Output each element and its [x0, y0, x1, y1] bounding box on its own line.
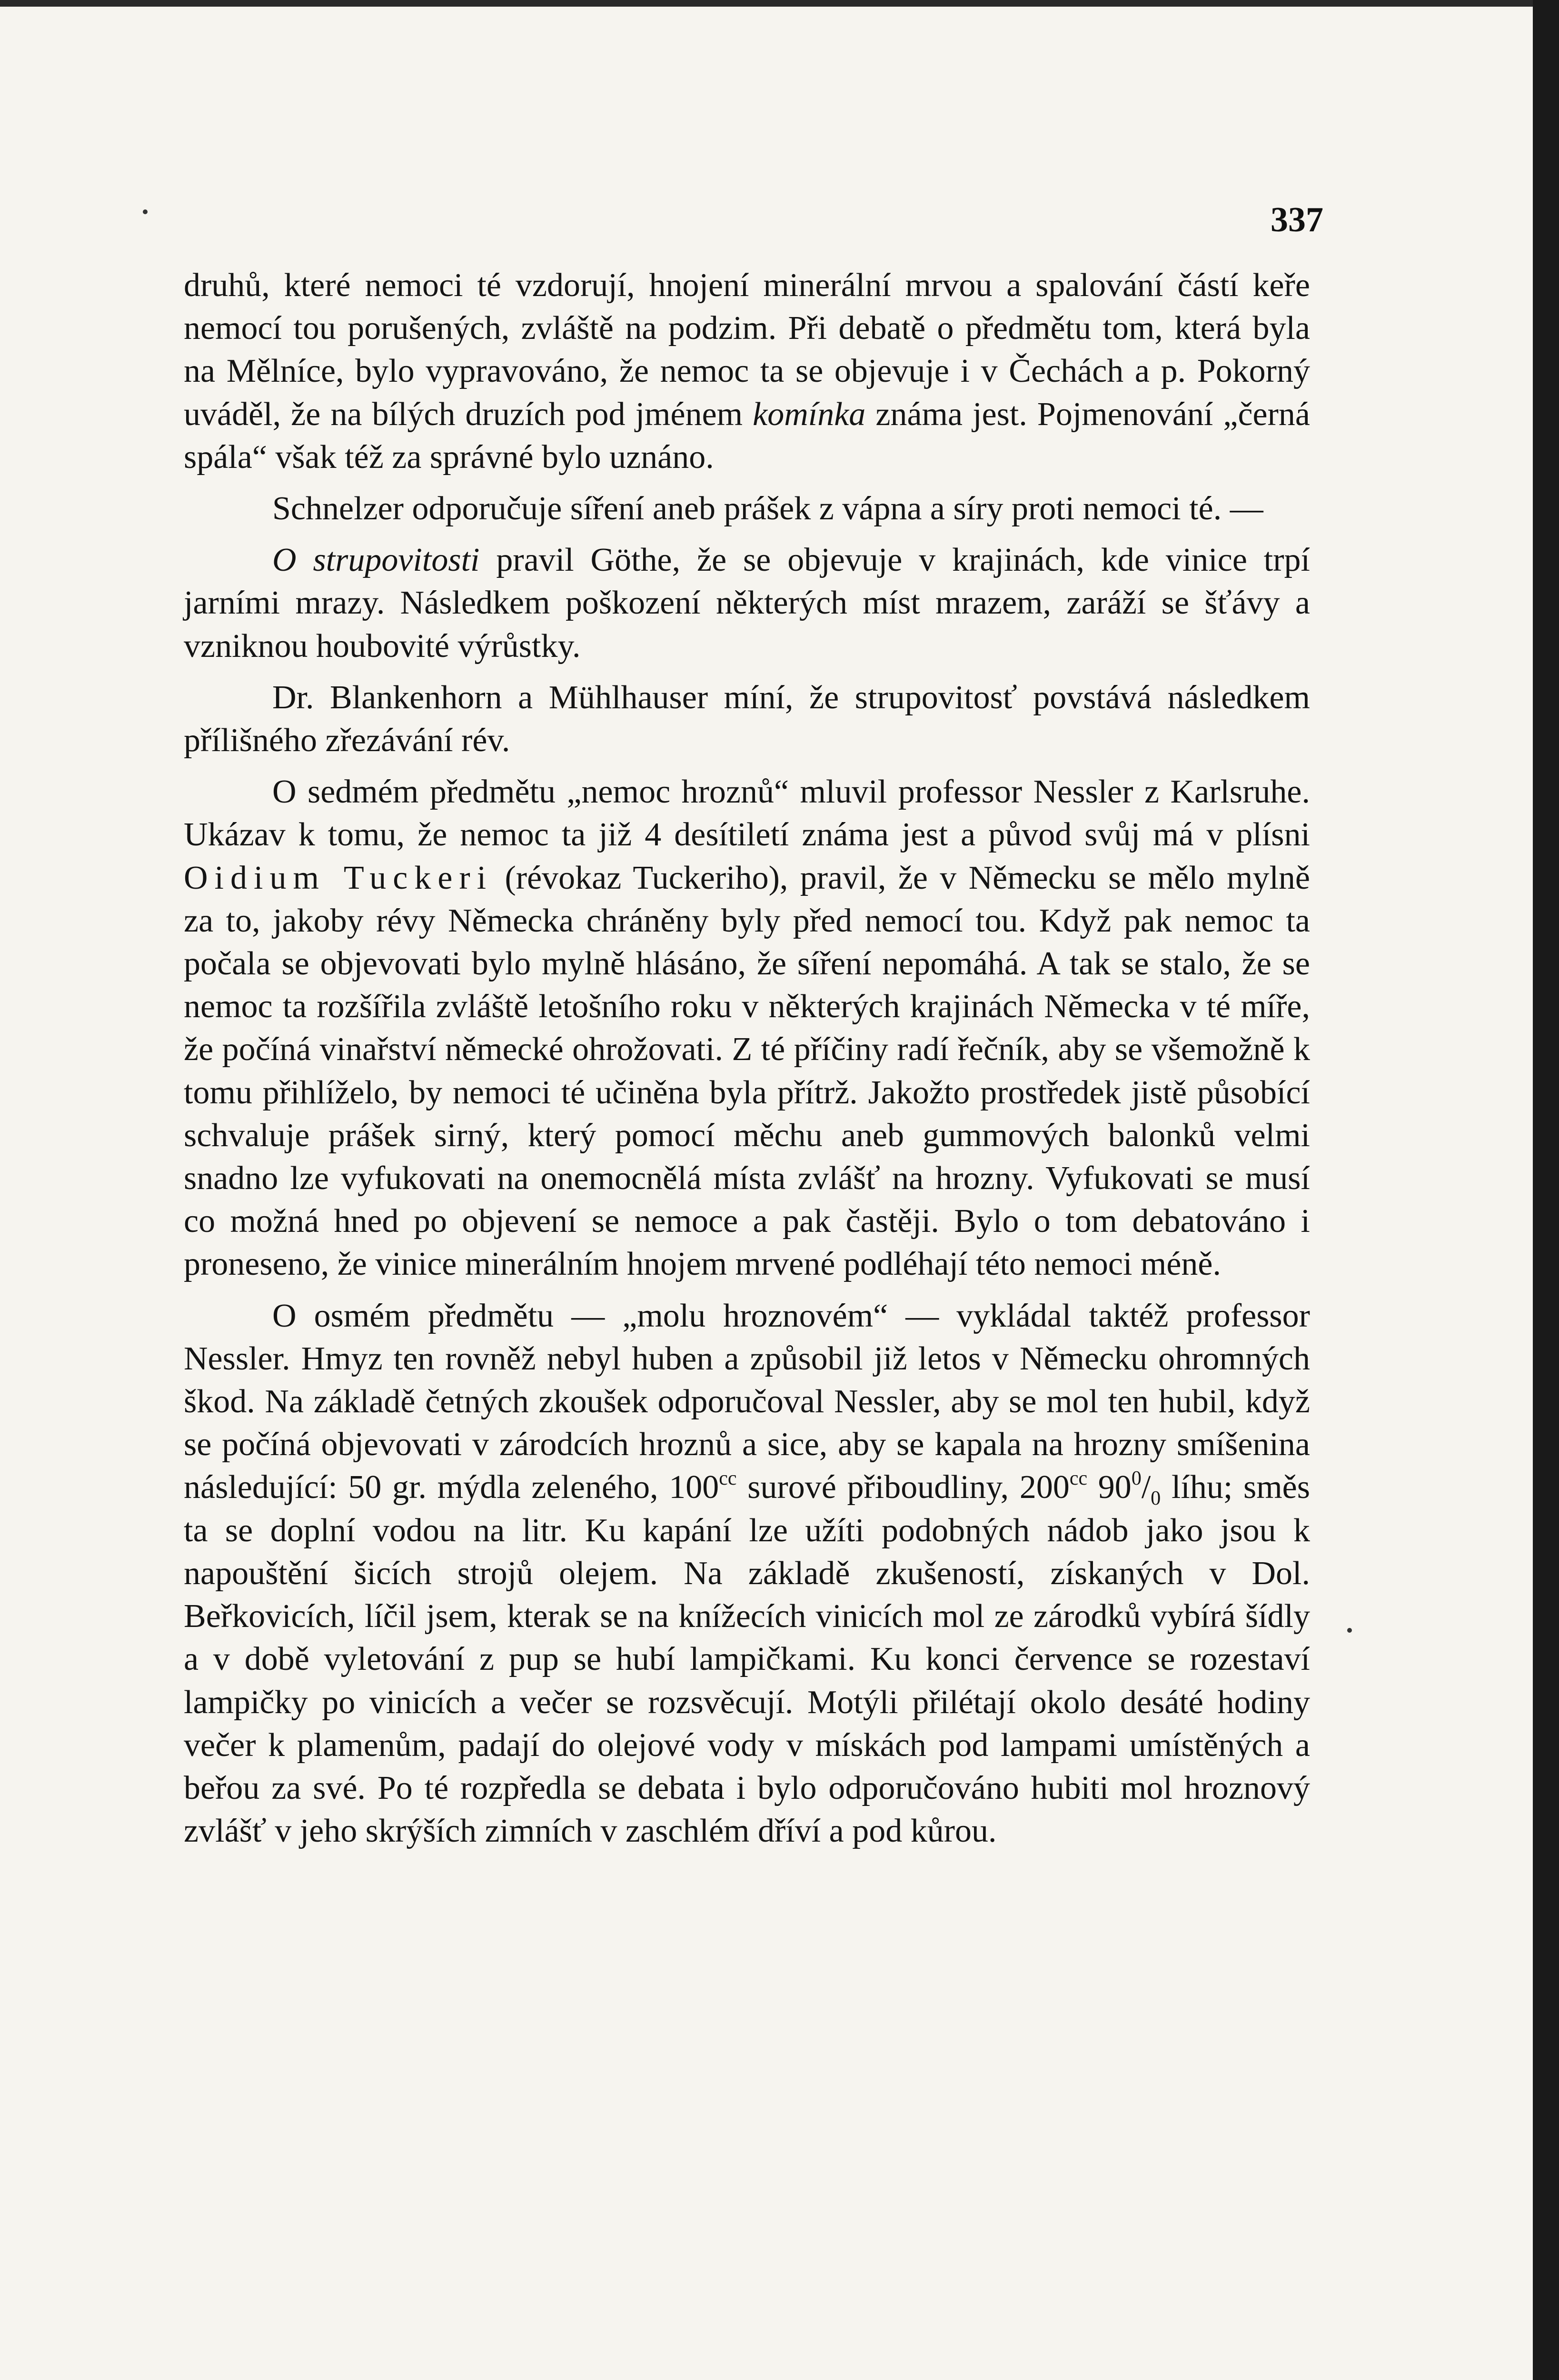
body-text — [184, 264, 1310, 1861]
text-run: Dr. Blankenhorn a Mühlhauser míní, že strupovitosť povstává následkem přílišného zřezávání rév. — [184, 679, 1310, 759]
page-number: 337 — [1271, 200, 1323, 239]
paragraph — [184, 264, 1310, 479]
superscript: cc — [719, 1468, 737, 1490]
scan-top-edge — [0, 0, 1533, 7]
paragraph — [184, 1295, 1310, 1853]
text-run: O osmém předmětu — „molu hroznovém“ — vykládal taktéž professor Nessler. Hmyz ten rovněž nebyl huben a způsobil již letos v Německu ohromných škod. Na základě četných zkoušek odporučoval Nessler, aby se mol ten hubil, když se počíná objevovati v zárodcích hroznů a sice, aby se kapala na hrozny smíšenina následující: 50 gr. mýdla zeleného, 100 — [184, 1297, 1310, 1506]
italic-term: komínka — [753, 396, 866, 433]
superscript: 0 — [1131, 1468, 1142, 1490]
text-run: Schnelzer odporučuje síření aneb prášek z vápna a síry proti nemoci té. — — [272, 490, 1263, 527]
scan-speck — [143, 209, 148, 214]
paragraph — [184, 676, 1310, 762]
paragraph — [184, 539, 1310, 668]
paragraph — [184, 771, 1310, 1286]
text-run: líhu; směs ta se doplní vodou na litr. Ku kapání lze užíti podobných nádob jako jsou k napouštění šicích strojů olejem. Na základě zkušeností, získaných v Dol. Beřkovicích, líčil jsem, kterak se na knížecích vinicích mol ze zárodků vybírá šídly a v době vyletování z pup se hubí lampičkami. Ku konci července se rozestaví lampičky po vinicích a večer se rozsvěcují. Motýli přilétají okolo desáté hodiny večer k plamenům, padají do olejové vody v mískách pod lampami umístěných a beřou za své. Po té rozpředla se debata i bylo odporučováno hubiti mol hroznový zvlášť v jeho skrýších zimních v zaschlém dříví a pod kůrou. — [184, 1469, 1310, 1850]
scan-speck — [1347, 1628, 1352, 1633]
spaced-term: Oidium Tuckeri — [184, 859, 493, 896]
text-run: pravil Göthe, že se objevuje v krajinách, kde vinice trpí jarními mrazy. Následkem poškození některých míst mrazem, zaráží se šťávy a vzniknou houbovité výrůstky. — [184, 542, 1310, 664]
text-run: 90 — [1087, 1469, 1132, 1506]
text-run: (révokaz Tuckeriho), pravil, že v Německu se mělo mylně za to, jakoby révy Německa chráněny byly před nemocí tou. Když pak nemoc ta počala se objevovati bylo mylně hlásáno, že síření nepomáhá. A tak se stalo, že se nemoc ta rozšířila zvláště letošního roku v některých krajinách Německa v té míře, že počíná vinařství německé ohrožovati. Z té příčiny radí řečník, aby se všemožně k tomu přihlíželo, by nemoci té učiněna byla přítrž. Jakožto prostředek jistě působící schvaluje prášek sirný, který pomocí měchu aneb gummových balonků velmi snadno lze vyfukovati na onemocnělá místa zvlášť na hrozny. Vyfukovati se musí co možná hned po objevení se nemoce a pak častěji. Bylo o tom debatováno i proneseno, že vinice minerálním hnojem mrvené podléhají této nemoci méně. — [184, 859, 1311, 1283]
italic-term: O strupovitosti — [272, 542, 480, 579]
text-run: druhů, které nemoci té vzdorují, hnojení minerální mrvou a spalování částí keře nemocí tou porušených, zvláště na podzim. Při debatě o předmětu tom, která byla na Mělníce, bylo vypravováno, že nemoc ta se objevuje i v Čechách a p. Pokorný uváděl, že na bílých druzích pod jménem — [184, 267, 1310, 433]
text-run: známa jest. Pojmenování „černá spála“ však též za správné bylo uznáno. — [184, 396, 1310, 476]
text-run: O sedmém předmětu „nemoc hroznů“ mluvil professor Nessler z Karlsruhe. Ukázav k tomu, že nemoc ta již 4 desítiletí známa jest a původ svůj má v plísni — [184, 774, 1310, 853]
text-run: surové přiboudliny, 200 — [736, 1469, 1070, 1506]
paragraph — [184, 487, 1310, 530]
superscript: cc — [1069, 1468, 1088, 1490]
subscript: 0 — [1151, 1488, 1161, 1510]
text-run: / — [1141, 1469, 1151, 1506]
